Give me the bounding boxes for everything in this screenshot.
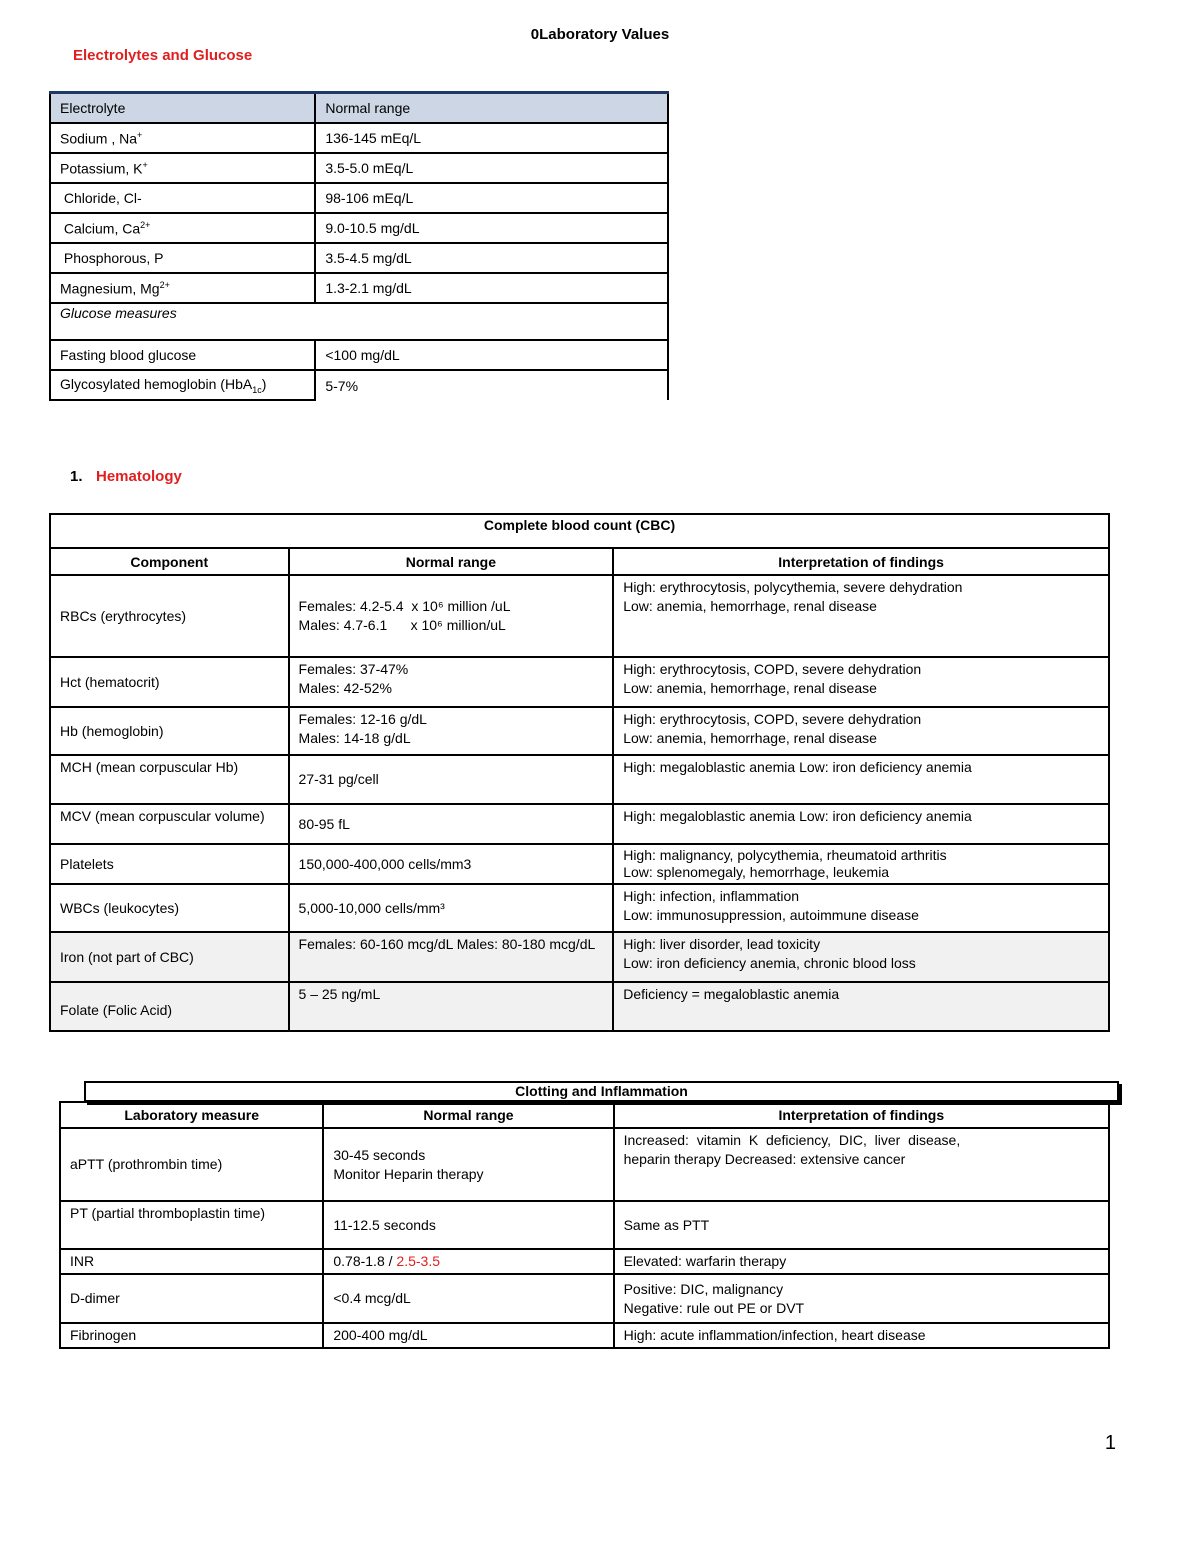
charge: 2+ xyxy=(140,219,151,230)
table-header-row xyxy=(50,93,668,124)
page-number: 1 xyxy=(1104,1432,1116,1454)
range-line: 27-31 pg/cell xyxy=(289,755,614,804)
table-row xyxy=(50,932,1109,982)
interp-line: Positive: DIC, malignancy xyxy=(623,1280,784,1297)
table-header-row xyxy=(50,548,1109,575)
charge: + xyxy=(137,129,143,140)
lab-measure: PT (partial thromboplastin time) xyxy=(60,1201,323,1249)
range-line: Males: 42-52% xyxy=(298,680,392,696)
column-header: Component xyxy=(50,548,289,575)
glucose-name: Fasting blood glucose xyxy=(50,340,315,370)
range-line: 5,000-10,000 cells/mm³ xyxy=(289,884,614,932)
table-row xyxy=(50,153,668,183)
interp-line: Low: anemia, hemorrhage, renal disease xyxy=(623,598,877,614)
table-row xyxy=(50,707,1109,755)
inr-therapeutic-range: 2.5-3.5 xyxy=(396,1253,440,1269)
interp-line: Negative: rule out PE or DVT xyxy=(623,1299,805,1316)
range-line: Females: 60-160 mcg/dL Males: 80-180 mcg/dL xyxy=(289,932,614,982)
interp-line: heparin therapy Decreased: extensive cancer xyxy=(623,1151,906,1167)
clotting-table xyxy=(59,1101,1110,1349)
component: Hb (hemoglobin) xyxy=(50,707,289,755)
range-line: Males: 4.7-6.1 x 10⁶ million/uL xyxy=(298,617,506,633)
normal-range: <100 mg/dL xyxy=(315,340,668,370)
table-row xyxy=(50,370,668,400)
range-line: 80-95 fL xyxy=(289,804,614,844)
interp-line: High: megaloblastic anemia Low: iron deficiency anemia xyxy=(613,755,1109,804)
column-header: Interpretation of findings xyxy=(613,548,1109,575)
range-line: 150,000-400,000 cells/mm3 xyxy=(289,844,614,884)
interp-line: High: erythrocytosis, polycythemia, severe dehydration xyxy=(623,579,963,595)
table-row xyxy=(50,844,1109,884)
component: Iron (not part of CBC) xyxy=(50,932,289,982)
glucose-name: Glycosylated hemoglobin (HbA xyxy=(60,375,253,392)
range-line: Males: 14-18 g/dL xyxy=(298,730,411,746)
electrolytes-heading: Electrolytes and Glucose xyxy=(73,47,253,64)
interp-line: Low: splenomegaly, hemorrhage, leukemia xyxy=(623,864,890,880)
component: RBCs (erythrocytes) xyxy=(50,575,289,657)
electrolyte-name: Chloride, Cl- xyxy=(50,183,315,213)
interp-line: Low: anemia, hemorrhage, renal disease xyxy=(623,730,877,746)
table-row xyxy=(50,273,668,303)
page-title: 0Laboratory Values xyxy=(530,26,670,43)
normal-range: 136-145 mEq/L xyxy=(315,123,668,153)
table-header-row xyxy=(60,1102,1109,1128)
hematology-number: 1. xyxy=(70,468,83,485)
range-line: 200-400 mg/dL xyxy=(323,1323,613,1348)
normal-range: 5-7% xyxy=(315,370,668,400)
subscript: 1c xyxy=(252,384,262,395)
component: Hct (hematocrit) xyxy=(50,657,289,707)
charge: + xyxy=(142,159,148,170)
normal-range: 9.0-10.5 mg/dL xyxy=(315,213,668,243)
electrolyte-name: Magnesium, Mg xyxy=(60,280,160,297)
table-row xyxy=(60,1201,1109,1249)
lab-measure: Fibrinogen xyxy=(60,1323,323,1348)
lab-measure: aPTT (prothrombin time) xyxy=(60,1128,323,1201)
range-line: 5 – 25 ng/mL xyxy=(289,982,614,1031)
table-row xyxy=(60,1249,1109,1274)
interp-line: Same as PTT xyxy=(614,1201,1109,1249)
interp-line: Low: iron deficiency anemia, chronic blood loss xyxy=(623,955,916,971)
column-header: Laboratory measure xyxy=(60,1102,323,1128)
interp-line: High: infection, inflammation xyxy=(623,888,800,904)
normal-range: 98-106 mEq/L xyxy=(315,183,668,213)
table-row xyxy=(60,1323,1109,1348)
component: Platelets xyxy=(50,844,289,884)
table-row xyxy=(50,243,668,273)
interp-line: Elevated: warfarin therapy xyxy=(614,1249,1109,1274)
lab-measure: INR xyxy=(60,1249,323,1274)
table-row xyxy=(50,657,1109,707)
component: MCH (mean corpuscular Hb) xyxy=(50,755,289,804)
table-row xyxy=(50,183,668,213)
lab-measure: D-dimer xyxy=(60,1274,323,1323)
table-row xyxy=(50,884,1109,932)
electrolyte-name: Calcium, Ca xyxy=(60,220,141,237)
electrolytes-table xyxy=(49,91,669,401)
table-row xyxy=(50,755,1109,804)
column-header: Normal range xyxy=(323,1102,613,1128)
interp-line: High: acute inflammation/infection, heart disease xyxy=(614,1323,1109,1348)
column-header: Normal range xyxy=(289,548,614,575)
normal-range: 3.5-4.5 mg/dL xyxy=(315,243,668,273)
table-row xyxy=(60,1274,1109,1323)
table-row xyxy=(60,1128,1109,1201)
component: MCV (mean corpuscular volume) xyxy=(50,804,289,844)
normal-range: 3.5-5.0 mEq/L xyxy=(315,153,668,183)
table-row xyxy=(50,123,668,153)
range-line: Monitor Heparin therapy xyxy=(333,1165,484,1182)
table-row xyxy=(50,340,668,370)
glucose-measures-label: Glucose measures xyxy=(50,303,668,340)
charge: 2+ xyxy=(159,279,170,290)
interp-line: Low: immunosuppression, autoimmune disease xyxy=(623,907,919,923)
cbc-table xyxy=(49,513,1110,1032)
range-line: 30-45 seconds xyxy=(333,1146,426,1163)
electrolyte-name: Potassium, K xyxy=(60,160,143,177)
component: WBCs (leukocytes) xyxy=(50,884,289,932)
normal-range: 1.3-2.1 mg/dL xyxy=(315,273,668,303)
range-line: Females: 4.2-5.4 x 10⁶ million /uL xyxy=(298,598,511,614)
interp-line: Low: anemia, hemorrhage, renal disease xyxy=(623,680,877,696)
electrolyte-name: Phosphorous, P xyxy=(50,243,315,273)
column-header: Interpretation of findings xyxy=(614,1102,1109,1128)
interp-line: Increased: vitamin K deficiency, DIC, liver disease, xyxy=(623,1132,961,1148)
clotting-title: Clotting and Inflammation xyxy=(84,1081,1119,1102)
range-line: 11-12.5 seconds xyxy=(323,1201,613,1249)
column-header: Electrolyte xyxy=(50,93,315,124)
interp-line: High: malignancy, polycythemia, rheumatoid arthritis xyxy=(623,847,947,863)
interp-line: High: megaloblastic anemia Low: iron deficiency anemia xyxy=(613,804,1109,844)
cbc-title: Complete blood count (CBC) xyxy=(50,514,1109,548)
range-line: Females: 37-47% xyxy=(298,661,409,677)
table-row xyxy=(50,982,1109,1031)
table-row xyxy=(50,804,1109,844)
electrolyte-name: Sodium , Na xyxy=(60,130,138,147)
glucose-subheader-row xyxy=(50,303,668,340)
range-line: Females: 12-16 g/dL xyxy=(298,711,427,727)
interp-line: Deficiency = megaloblastic anemia xyxy=(613,982,1109,1031)
hematology-heading: Hematology xyxy=(96,468,182,485)
interp-line: High: liver disorder, lead toxicity xyxy=(623,936,821,952)
table-row xyxy=(50,213,668,243)
component: Folate (Folic Acid) xyxy=(50,982,289,1031)
range-line: <0.4 mcg/dL xyxy=(323,1274,613,1323)
inr-range: 0.78-1.8 / xyxy=(333,1253,397,1269)
column-header: Normal range xyxy=(315,93,668,124)
table-row xyxy=(50,575,1109,657)
glucose-name-end: ) xyxy=(261,375,267,392)
interp-line: High: erythrocytosis, COPD, severe dehydration xyxy=(623,711,922,727)
table-title-row xyxy=(50,514,1109,548)
interp-line: High: erythrocytosis, COPD, severe dehydration xyxy=(623,661,922,677)
